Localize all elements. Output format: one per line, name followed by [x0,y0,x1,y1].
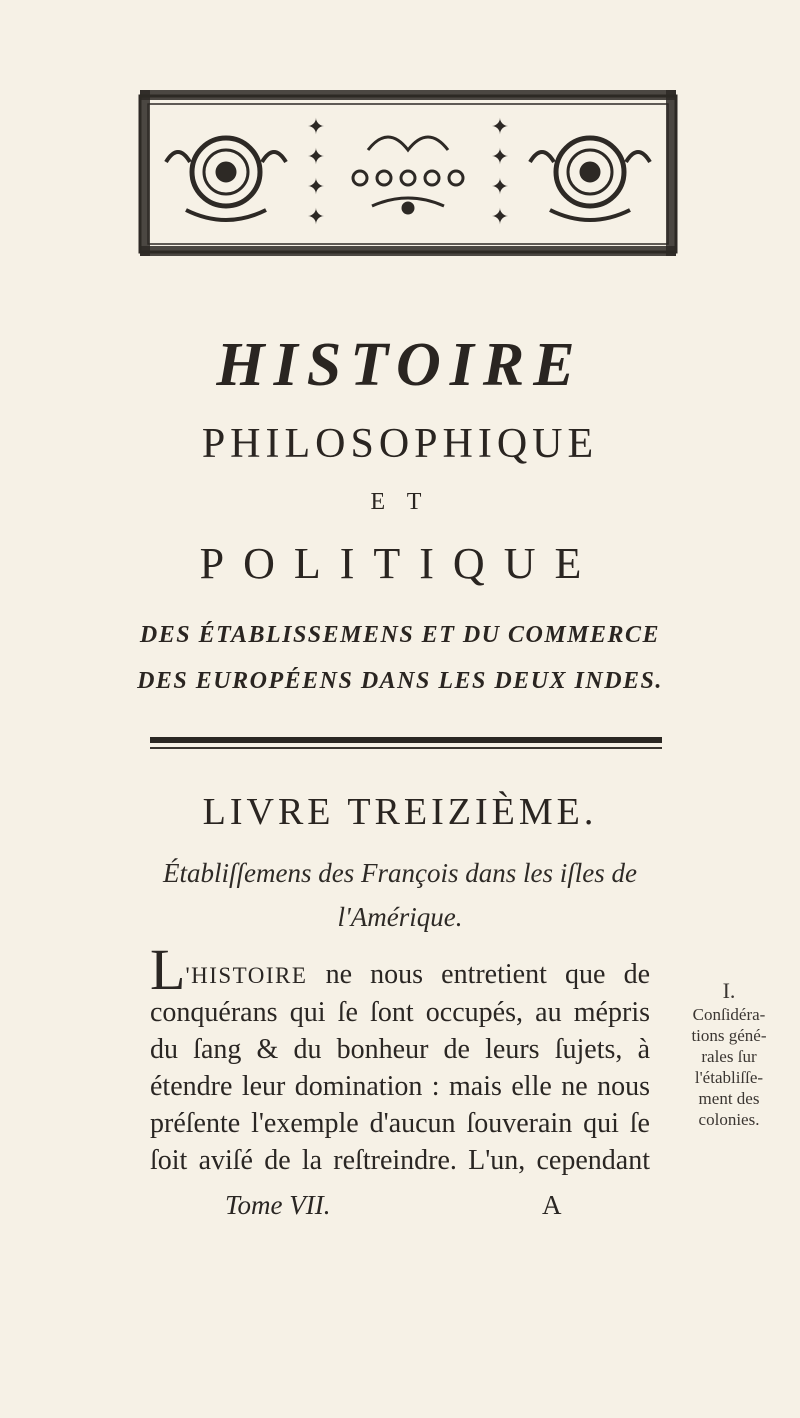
body-line-5: préſente l'exemple d'aucun ſouverain qui ſe [150,1108,650,1139]
svg-text:✦: ✦ [490,115,510,140]
footer-tome: Tome VII. [225,1190,331,1220]
margin-note-line: ment des [698,1089,760,1108]
ornamental-headpiece [136,82,680,262]
svg-text:✦: ✦ [490,205,510,230]
drop-cap: L [150,937,186,1002]
margin-note-line: tions géné- [691,1026,767,1045]
svg-text:✦: ✦ [306,175,326,200]
body-line-2: conquérans qui ſe ſont occupés, au mépris [150,997,650,1028]
title-et: E T [370,489,430,515]
svg-text:✦: ✦ [490,175,510,200]
divider-rule-thick [150,737,662,743]
body-line-3: du ſang & du bonheur de leurs ſujets, à [150,1034,650,1065]
svg-text:✦: ✦ [306,145,326,170]
margin-note-line: l'établiſſe- [694,1068,764,1087]
margin-note-line: Conſidéra- [692,1005,766,1024]
divider-rule-thin [150,747,662,749]
svg-text:✦: ✦ [306,205,326,230]
book-summary-line-1: Établiſſemens des François dans les iſles de [163,858,637,888]
svg-text:✦: ✦ [490,145,510,170]
subtitle-line-1: DES ÉTABLISSEMENS ET DU COMMERCE [139,622,661,648]
body-small-caps: 'HISTOIRE [185,963,308,988]
body-line-6: ſoit aviſé de la reſtreindre. L'un, cependant [150,1145,650,1176]
body-paragraph [150,937,650,1179]
margin-note [664,980,794,1130]
body-line-1-rest: ne nous entretient que de [307,959,650,990]
title-philosophique: PHILOSOPHIQUE [201,421,599,467]
title-politique: POLITIQUE [199,539,601,588]
subtitle-line-2: DES EUROPÉENS DANS LES DEUX INDES. [137,668,663,694]
margin-note-number: I. [722,978,736,1003]
margin-note-line: rales ſur [701,1047,757,1066]
book-summary-line-2: l'Amérique. [337,902,463,932]
svg-text:✦: ✦ [306,115,326,140]
title-histoire: HISTOIRE [216,331,584,399]
body-line-4: étendre leur domination : mais elle ne nous [150,1071,650,1102]
book-heading: LIVRE TREIZIÈME. [202,791,598,833]
footer-signature: A [542,1190,562,1220]
body-line-1 [150,937,650,1002]
margin-note-line: colonies. [698,1110,760,1129]
